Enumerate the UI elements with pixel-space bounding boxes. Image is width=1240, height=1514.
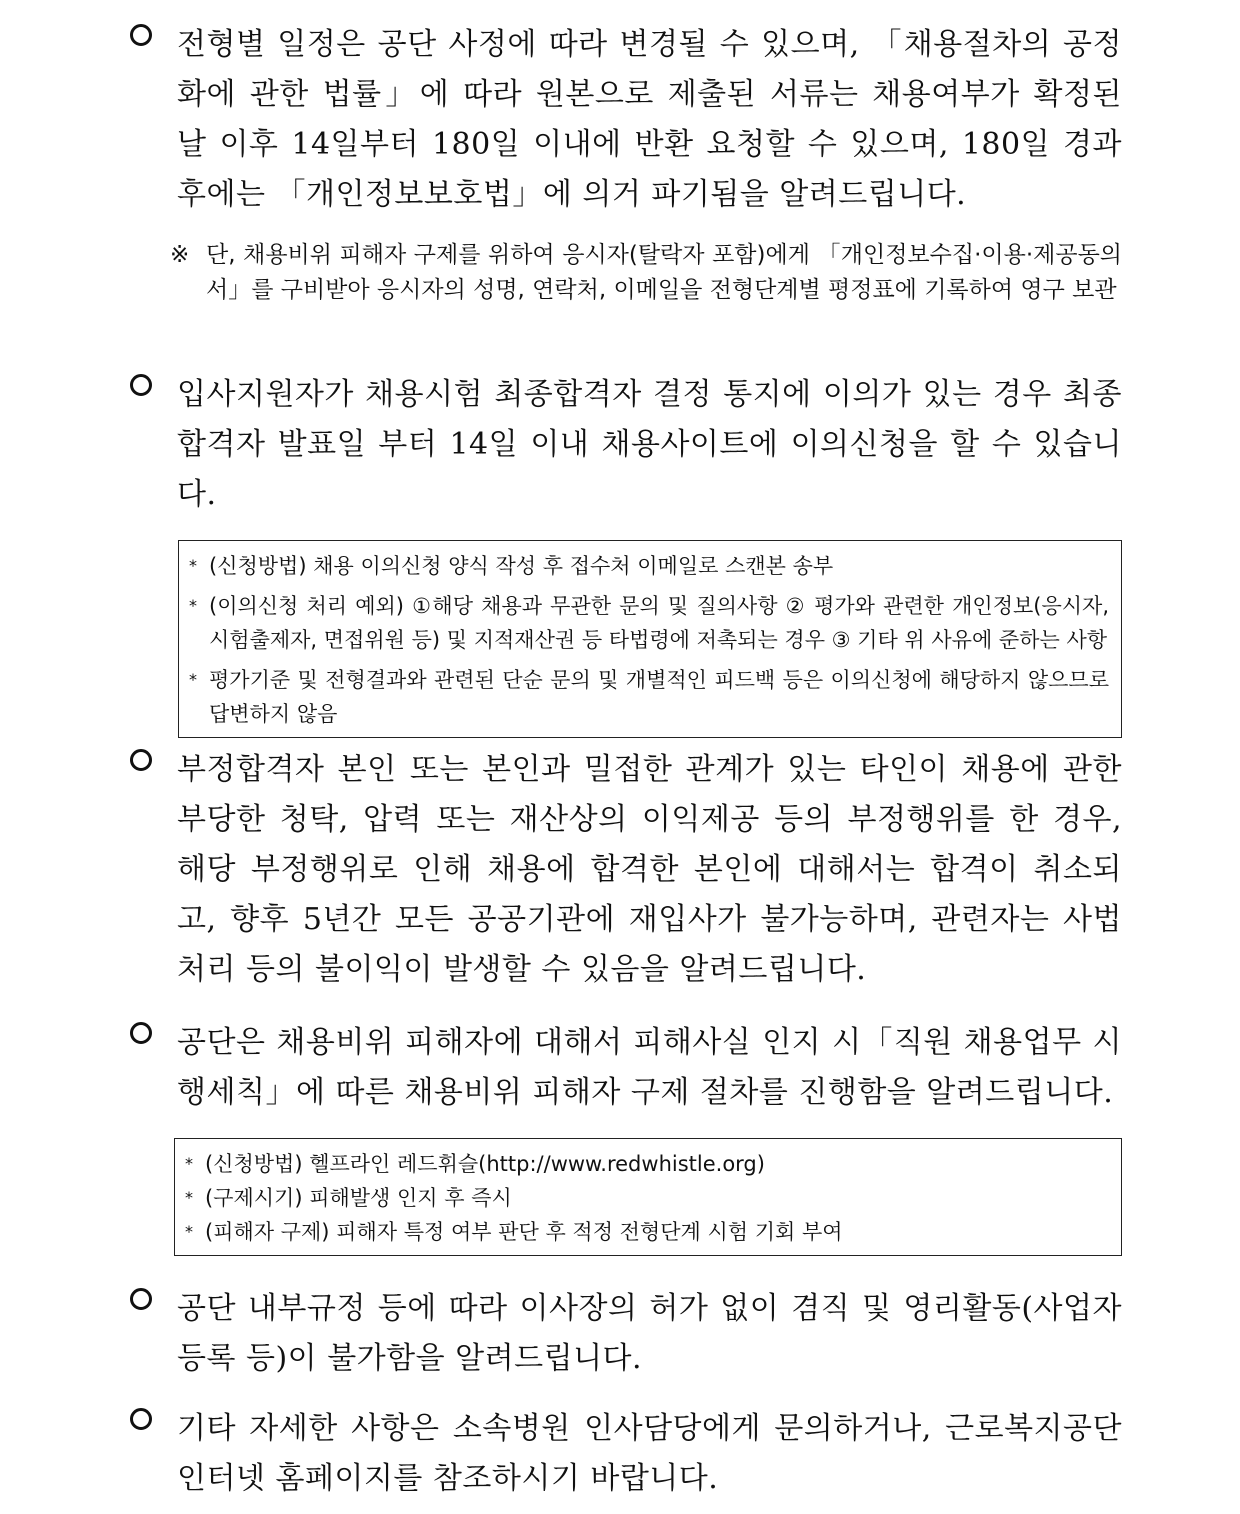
box-item-text: (신청방법) 채용 이의신청 양식 작성 후 접수처 이메일로 스캔본 송부	[209, 554, 834, 578]
bullet-paragraph	[130, 1018, 1122, 1118]
star-mark: *	[189, 670, 197, 689]
box-item	[185, 1215, 1109, 1249]
circle-bullet-icon	[130, 1288, 152, 1310]
star-mark: *	[185, 1154, 193, 1173]
paragraph-text: 공단 내부규정 등에 따라 이사장의 허가 없이 겸직 및 영리활동(사업자 등록 등)이 불가함을 알려드립니다.	[177, 1291, 1122, 1376]
info-box	[174, 1138, 1122, 1256]
star-mark: *	[189, 556, 197, 575]
notice-section-contact	[130, 1404, 1122, 1504]
box-item	[185, 1147, 1109, 1181]
star-mark: *	[185, 1188, 193, 1207]
paragraph-text: 부정합격자 본인 또는 본인과 밀접한 관계가 있는 타인이 채용에 관한 부당한 청탁, 압력 또는 재산상의 이익제공 등의 부정행위를 한 경우, 해당 부정행위로 인해 채용에 합격한 본인에 대해서는 합격이 취소되고, 향후 5년간 모든 공공기관에 재입사가 불가능하며, 관련자는 사법처리 등의 불이익이 발생할 수 있음을 알려드립니다.	[177, 752, 1122, 987]
notice-section-misconduct	[130, 745, 1122, 995]
bullet-paragraph	[130, 20, 1122, 220]
box-item-text: (피해자 구제) 피해자 특정 여부 판단 후 적정 전형단계 시험 기회 부여	[205, 1220, 843, 1244]
bullet-paragraph	[130, 1404, 1122, 1504]
note	[170, 238, 1122, 308]
circle-bullet-icon	[130, 749, 152, 771]
star-mark: *	[185, 1222, 193, 1241]
circle-bullet-icon	[130, 24, 152, 46]
notice-section-side-job	[130, 1284, 1122, 1384]
box-item	[189, 589, 1109, 657]
circle-bullet-icon	[130, 374, 152, 396]
notice-section-schedule	[130, 20, 1122, 308]
paragraph-text: 전형별 일정은 공단 사정에 따라 변경될 수 있으며, 「채용절차의 공정화에 관한 법률」에 따라 원본으로 제출된 서류는 채용여부가 확정된 날 이후 14일부터 180일 이내에 반환 요청할 수 있으며, 180일 경과 후에는 「개인정보보호법」에 의거 파기됨을 알려드립니다.	[177, 27, 1122, 212]
box-item	[185, 1181, 1109, 1215]
box-item	[189, 663, 1109, 731]
reference-mark: ※	[170, 242, 190, 268]
paragraph-text: 공단은 채용비위 피해자에 대해서 피해사실 인지 시「직원 채용업무 시행세칙」에 따른 채용비위 피해자 구제 절차를 진행함을 알려드립니다.	[177, 1025, 1122, 1110]
notice-section-objection	[130, 370, 1122, 738]
box-item-text: 평가기준 및 전형결과와 관련된 단순 문의 및 개별적인 피드백 등은 이의신청에 해당하지 않으므로 답변하지 않음	[209, 668, 1109, 726]
star-mark: *	[189, 596, 197, 615]
box-item-text: (구제시기) 피해발생 인지 후 즉시	[205, 1186, 512, 1210]
box-item-text: (신청방법) 헬프라인 레드휘슬(http://www.redwhistle.org)	[205, 1152, 765, 1176]
bullet-paragraph	[130, 1284, 1122, 1384]
box-item	[189, 549, 1109, 583]
info-box	[178, 540, 1122, 738]
paragraph-text: 입사지원자가 채용시험 최종합격자 결정 통지에 이의가 있는 경우 최종합격자 발표일 부터 14일 이내 채용사이트에 이의신청을 할 수 있습니다.	[177, 377, 1122, 512]
bullet-paragraph	[130, 370, 1122, 520]
bullet-paragraph	[130, 745, 1122, 995]
circle-bullet-icon	[130, 1022, 152, 1044]
box-item-text: (이의신청 처리 예외) ①해당 채용과 무관한 문의 및 질의사항 ② 평가와 관련한 개인정보(응시자, 시험출제자, 면접위원 등) 및 지적재산권 등 타법령에 저촉되는 경우 ③ 기타 위 사유에 준하는 사항	[209, 594, 1109, 652]
circle-bullet-icon	[130, 1408, 152, 1430]
notice-section-victim-relief	[130, 1018, 1122, 1256]
note-text: 단, 채용비위 피해자 구제를 위하여 응시자(탈락자 포함)에게 「개인정보수집·이용·제공동의서」를 구비받아 응시자의 성명, 연락처, 이메일을 전형단계별 평정표에 기록하여 영구 보관	[206, 242, 1122, 303]
paragraph-text: 기타 자세한 사항은 소속병원 인사담당에게 문의하거나, 근로복지공단 인터넷 홈페이지를 참조하시기 바랍니다.	[177, 1411, 1122, 1496]
